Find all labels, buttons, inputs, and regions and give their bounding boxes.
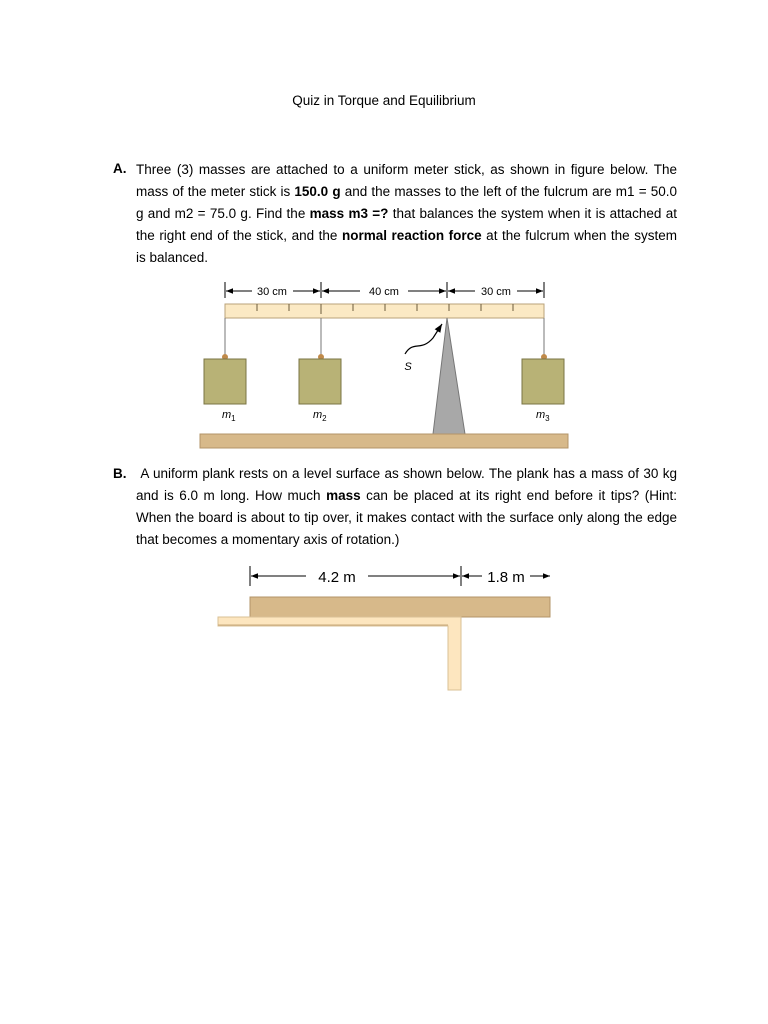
page-title: Quiz in Torque and Equilibrium bbox=[292, 93, 476, 108]
question-a-bold-3: normal reaction force bbox=[342, 228, 482, 243]
question-a-label: A. bbox=[113, 161, 127, 176]
label-s: S bbox=[404, 361, 412, 373]
question-b-text-2: can be placed at its right end before it tips? (Hint: When the board is about to tip over, it makes contact with the surface only along the edge that becomes a momentary axis of rotation.) bbox=[136, 488, 677, 547]
plank-figure bbox=[210, 562, 560, 692]
dim-label-right: 1.8 m bbox=[487, 569, 525, 586]
dim-label-3: 30 cm bbox=[481, 286, 511, 298]
dim-label-2: 40 cm bbox=[369, 286, 399, 298]
question-b-text bbox=[136, 463, 677, 551]
question-a-bold-2: mass m3 =? bbox=[309, 206, 389, 221]
label-m3: $m_3$ bbox=[536, 409, 550, 423]
question-a-text-1: Three (3) masses are attached to a uniform meter stick, as shown in figure below. The mass of the meter stick is bbox=[136, 162, 677, 199]
dim-label-left: 4.2 m bbox=[318, 569, 356, 586]
plank bbox=[250, 597, 550, 617]
question-b-label: B. bbox=[113, 466, 127, 481]
question-a-text-2: and the masses to the left of the fulcrum are m1 = 50.0 g and m2 = 75.0 g. Find the bbox=[136, 184, 678, 221]
mass-m1 bbox=[204, 354, 246, 404]
label-m2: $m_2$ bbox=[313, 409, 327, 423]
meter-stick-figure bbox=[195, 278, 575, 450]
question-a-text bbox=[136, 159, 677, 269]
dim-label-1: 30 cm bbox=[257, 286, 287, 298]
question-a-text-4: at the fulcrum when the system is balanced. bbox=[136, 228, 677, 265]
question-b-bold-1: mass bbox=[326, 488, 361, 503]
mass-m3 bbox=[522, 354, 564, 404]
question-a-bold-1: 150.0 g bbox=[294, 184, 341, 199]
floor bbox=[200, 434, 568, 448]
mass-m2 bbox=[299, 354, 341, 404]
support-surface bbox=[218, 617, 461, 690]
question-a-text-3: that balances the system when it is attached at the right end of the stick, and the bbox=[136, 206, 677, 243]
strings bbox=[225, 318, 544, 356]
fulcrum bbox=[433, 318, 465, 434]
s-pointer bbox=[405, 324, 442, 354]
question-b-text-1: A uniform plank rests on a level surface as shown below. The plank has a mass of 30 kg and is 6.0 m long. How much bbox=[136, 466, 677, 503]
label-m1: $m_1$ bbox=[222, 409, 236, 423]
